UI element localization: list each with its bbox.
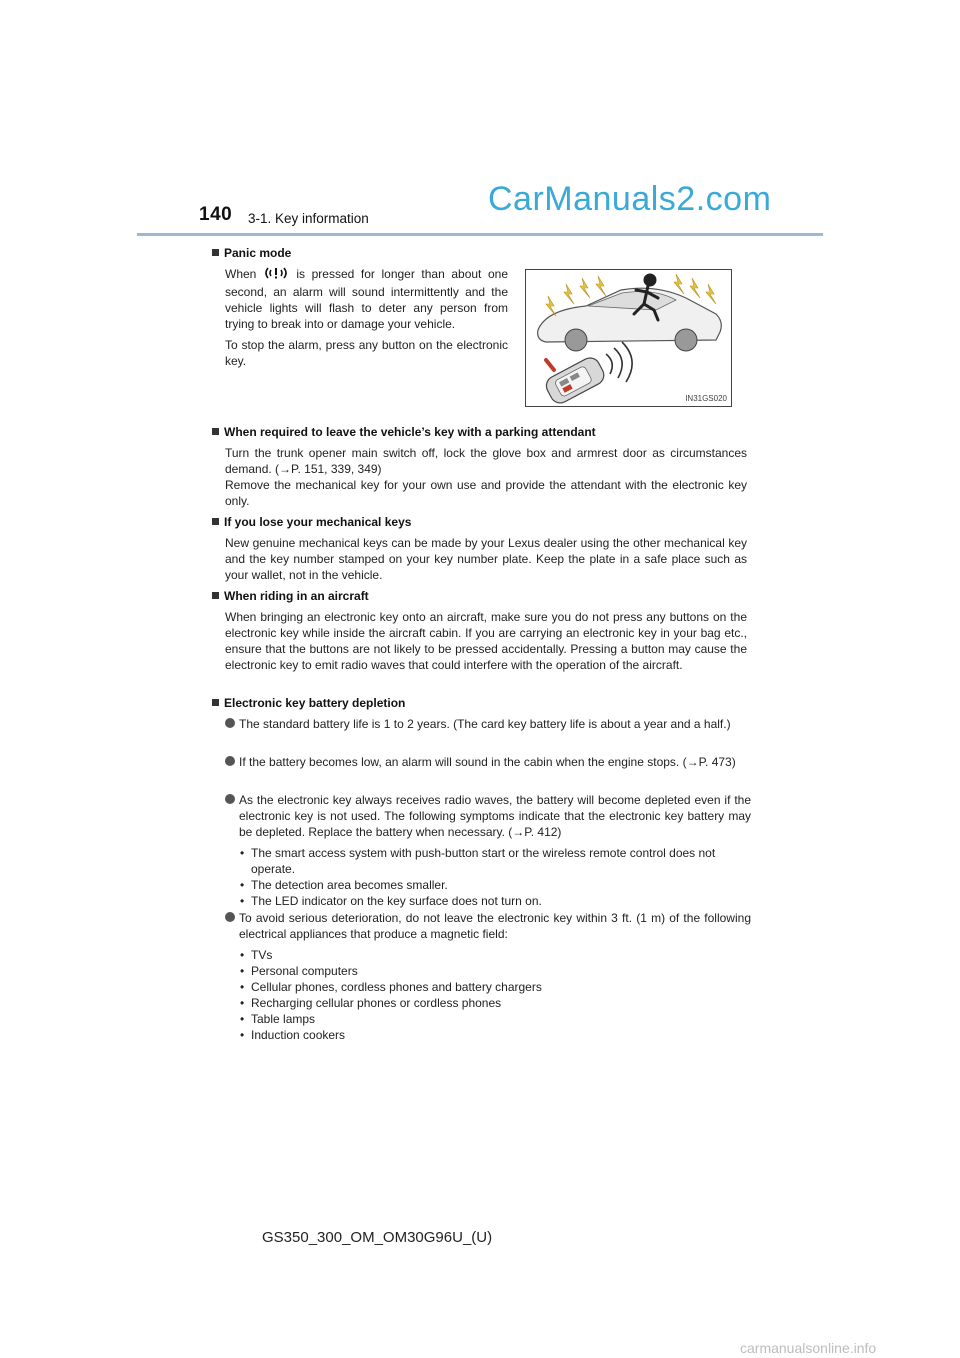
figure-code: IN31GS020	[685, 394, 727, 403]
list-item: If the battery becomes low, an alarm will sound in the cabin when the engine stops. (→P. 473)	[225, 754, 751, 788]
square-bullet-icon	[212, 699, 219, 706]
list-item: To avoid serious deterioration, do not leave the electronic key within 3 ft. (1 m) of the following electrical appliances that produce a magnetic field:	[225, 910, 751, 944]
list-item: • Table lamps	[240, 1012, 316, 1026]
list-item: The standard battery life is 1 to 2 years. (The card key battery life is about a year and a half.)	[225, 716, 751, 750]
model-code: GS350_300_OM_OM30G96U_(U)	[262, 1229, 493, 1246]
list-item: • The detection area becomes smaller.	[240, 878, 448, 892]
section-heading-aircraft: When riding in an aircraft	[212, 589, 369, 603]
section-text-aircraft: When bringing an electronic key onto an aircraft, make sure you do not press any buttons on the electronic key while inside the aircraft cabin. If you are carrying an electronic key in your bag etc., ensure that the buttons are not likely to be pressed accidentally. Pressing a button may cause the electronic key to emit radio waves that could interfere with the operation of the aircraft.	[225, 610, 747, 672]
section-text-parking-attendant: Turn the trunk opener main switch off, lock the glove box and armrest door as circumstances demand. (→P. 151, 339, 349) Remove the mechanical key for your own use and provide the attendant with the electronic key only.	[225, 446, 747, 508]
section-title: 3-1. Key information	[248, 211, 369, 226]
appliance-list	[225, 947, 751, 1043]
panic-mode-paragraph-1: When is pressed for longer than about one second, an alarm will sound intermittently and the vehicle lights will flash to deter any person from trying to break into or damage your vehicle.	[225, 267, 508, 331]
panic-mode-paragraph-2: To stop the alarm, press any button on the electronic key.	[225, 338, 508, 368]
round-bullet-icon	[225, 756, 235, 766]
round-bullet-icon	[225, 912, 235, 922]
list-item: • Personal computers	[240, 964, 358, 978]
list-item: • Cellular phones, cordless phones and battery chargers	[240, 980, 542, 994]
header-rule	[137, 233, 823, 236]
list-item: • TVs	[240, 948, 273, 962]
round-bullet-icon	[225, 718, 235, 728]
section-heading-battery-depletion: Electronic key battery depletion	[212, 696, 405, 710]
list-item: • The smart access system with push-button start or the wireless remote control does not operate.	[240, 846, 716, 876]
section-heading-lost-keys: If you lose your mechanical keys	[212, 515, 411, 529]
section-heading-parking-attendant: When required to leave the vehicle’s key with a parking attendant	[212, 425, 596, 439]
panic-mode-illustration	[525, 269, 732, 407]
watermark-top: CarManuals2.com	[488, 180, 772, 218]
list-item: • Recharging cellular phones or cordless phones	[240, 996, 502, 1010]
round-bullet-icon	[225, 794, 235, 804]
square-bullet-icon	[212, 249, 219, 256]
watermark-bottom: carmanualsonline.info	[740, 1340, 877, 1356]
square-bullet-icon	[212, 428, 219, 435]
list-item: • The LED indicator on the key surface does not turn on.	[240, 894, 542, 908]
panic-button-icon	[256, 266, 296, 284]
symptom-list	[225, 845, 751, 909]
square-bullet-icon	[212, 518, 219, 525]
list-item: As the electronic key always receives radio waves, the battery will become depleted even if the electronic key is not used. The following symptoms indicate that the electronic key battery may be depleted. Replace the battery when necessary. (→P. 412)	[225, 792, 751, 842]
panic-mode-heading: Panic mode	[212, 246, 291, 260]
section-text-lost-keys: New genuine mechanical keys can be made by your Lexus dealer using the other mechanical key and the key number stamped on your key number plate. Keep the plate in a safe place such as your wallet, not in the vehicle.	[225, 536, 747, 582]
square-bullet-icon	[212, 592, 219, 599]
panic-mode-text	[225, 266, 508, 369]
page-number: 140	[199, 204, 233, 225]
list-item: • Induction cookers	[240, 1028, 346, 1042]
